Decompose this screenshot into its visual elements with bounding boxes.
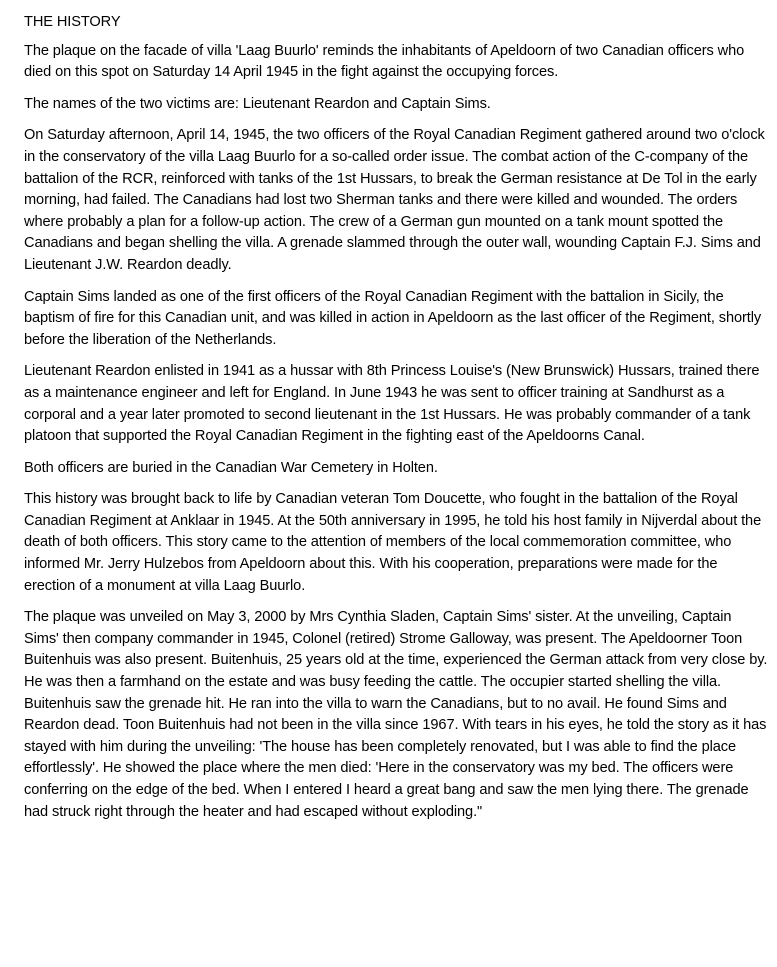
- paragraph-attack-account: On Saturday afternoon, April 14, 1945, the two officers of the Royal Canadian Regiment gathered around two o'clock in the conservatory of the villa Laag Buurlo for a so-called order issue. The combat action of the C-company of the battalion of the RCR, reinforced with tanks of the 1st Hussars, to break the German resistance at De Tol in the early morning, had failed. The Canadians had lost two Sherman tanks and there were killed and wounded. The orders where probably a plan for a follow-up action. The crew of a German gun mounted on a tank mount spotted the Canadians and began shelling the villa. A grenade slammed through the outer wall, wounding Captain F.J. Sims and Lieutenant J.W. Reardon deadly.: [24, 127, 765, 273]
- paragraph-plaque-intro: The plaque on the facade of villa 'Laag Buurlo' reminds the inhabitants of Apeldoorn of two Canadian officers who died on this spot on Saturday 14 April 1945 in the fight against the occupying forces.: [24, 42, 745, 81]
- paragraph-history-revival: This history was brought back to life by Canadian veteran Tom Doucette, who fought in the battalion of the Royal Canadian Regiment at Anklaar in 1945. At the 50th anniversary in 1995, he told his host family in Nijverdal about the death of both officers. This story came to the attention of members of the local commemoration committee, who informed Mr. Jerry Hulzebos from Apeldoorn about this. With his cooperation, preparations were made for the erection of a monument at villa Laag Buurlo.: [24, 491, 762, 594]
- document-page: [24, 12, 769, 833]
- paragraph-lieutenant-reardon: Lieutenant Reardon enlisted in 1941 as a hussar with 8th Princess Louise's (New Brunswick) Hussars, trained there as a maintenance engineer and left for England. In June 1943 he was sent to officer training at Sandhurst as a corporal and a year later promoted to second lieutenant in the 1st Hussars. He was probably commander of a tank platoon that supported the Royal Canadian Regiment in the fighting east of the Apeldoorns Canal.: [24, 363, 760, 445]
- paragraph-victim-names: The names of the two victims are: Lieutenant Reardon and Captain Sims.: [24, 95, 491, 112]
- page-title: THE HISTORY: [24, 14, 121, 30]
- paragraph-unveiling: The plaque was unveiled on May 3, 2000 by Mrs Cynthia Sladen, Captain Sims' sister. At the unveiling, Captain Sims' then company commander in 1945, Colonel (retired) Strome Galloway, was present. The Apeldoorner Toon Buitenhuis was also present. Buitenhuis, 25 years old at the time, experienced the German attack from very close by. He was then a farmhand on the estate and was busy feeding the cattle. The occupier started shelling the villa. Buitenhuis saw the grenade hit. He ran into the villa to warn the Canadians, but to no avail. He found Sims and Reardon dead. Toon Buitenhuis had not been in the villa since 1967. With tears in his eyes, he told the story as it has stayed with him during the unveiling: 'The house has been completely renovated, but I was able to find the place effortlessly'. He showed the place where the men died: 'Here in the conservatory was my bed. The officers were conferring on the edge of the bed. When I entered I heard a great bang and saw the men lying there. The grenade had struck right through the heater and had escaped without exploding.": [24, 609, 768, 820]
- paragraph-burial: Both officers are buried in the Canadian War Cemetery in Holten.: [24, 459, 438, 476]
- paragraph-captain-sims: Captain Sims landed as one of the first officers of the Royal Canadian Regiment with the battalion in Sicily, the baptism of fire for this Canadian unit, and was killed in action in Apeldoorn as the last officer of the Regiment, shortly before the liberation of the Netherlands.: [24, 288, 762, 348]
